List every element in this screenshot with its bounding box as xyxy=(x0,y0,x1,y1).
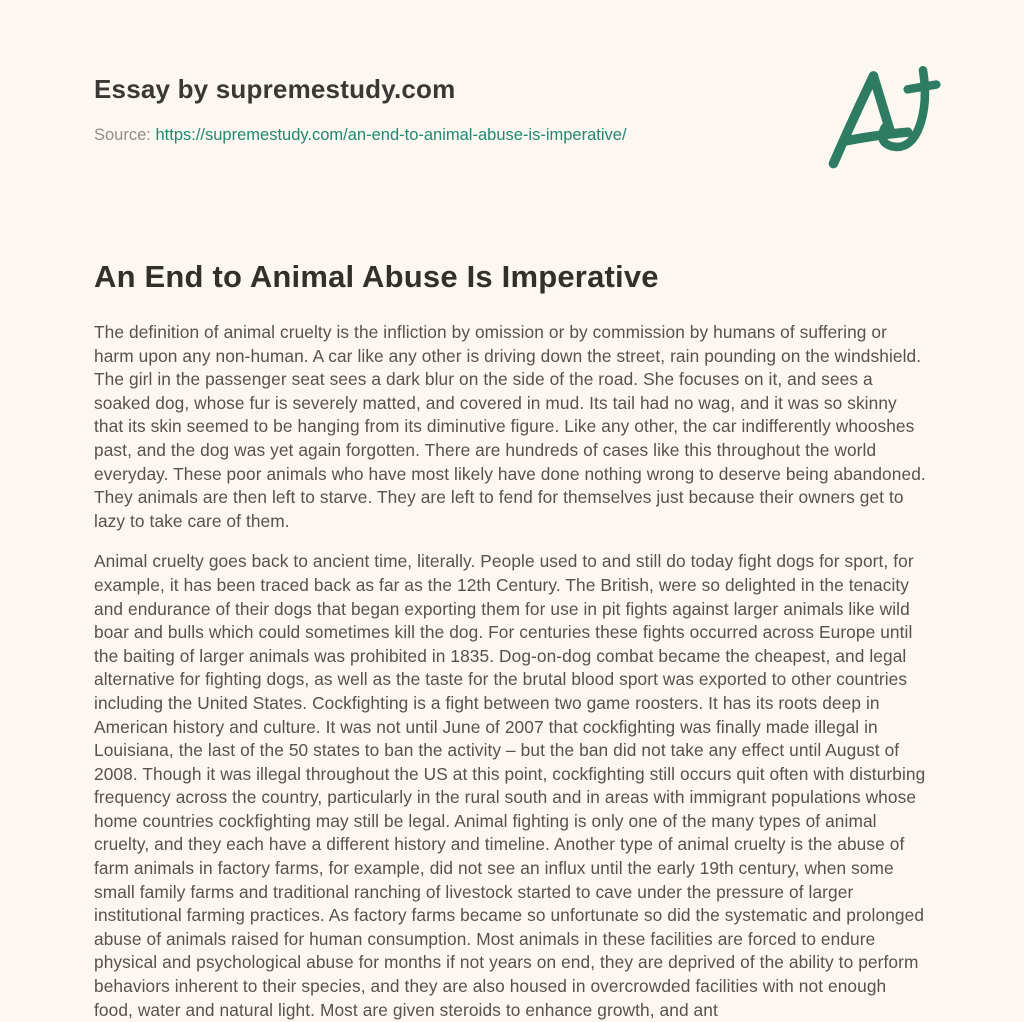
essay-body xyxy=(94,321,930,1022)
source-url-link[interactable]: https://supremestudy.com/an-end-to-animal-abuse-is-imperative/ xyxy=(155,126,627,144)
essay-paragraph-2: Animal cruelty goes back to ancient time, literally. People used to and still do today fight dogs for sport, for example, it has been traced back as far as the 12th Century. The British, were so delighted in the tenacity and endurance of their dogs that began exporting them for use in pit fights against larger animals like wild boar and bulls which could sometimes kill the dog. For centuries these fights occurred across Europe until the baiting of larger animals was prohibited in 1835. Dog-on-dog combat became the cheapest, and legal alternative for fighting dogs, as well as the taste for the brutal blood sport was exported to other countries including the United States. Cockfighting is a fight between two game roosters. It has its roots deep in American history and culture. It was not until June of 2007 that cockfighting was finally made illegal in Louisiana, the last of the 50 states to ban the activity – but the ban did not take any effect until August of 2008. Though it was illegal throughout the US at this point, cockfighting still occurs quit often with disturbing frequency across the country, particularly in the rural south and in areas with immigrant populations whose home countries cockfighting may still be legal. Animal fighting is only one of the many types of animal cruelty, and they each have a different history and timeline. Another type of animal cruelty is the abuse of farm animals in factory farms, for example, did not see an influx until the early 19th century, when some small family farms and traditional ranching of livestock started to cave under the pressure of larger institutional farming practices. As factory farms became so unfortunate so did the systematic and prolonged abuse of animals raised for human consumption. Most animals in these facilities are forced to endure physical and psychological abuse for months if not years on end, they are deprived of the ability to perform behaviors inherent to their species, and they are also housed in overcrowded facilities with not enough food, water and natural light. Most are given steroids to enhance growth, and ant xyxy=(94,551,926,1020)
source-label: Source: xyxy=(94,126,151,144)
source-line xyxy=(94,126,930,145)
essay-title: An End to Animal Abuse Is Imperative xyxy=(94,259,659,294)
a-plus-logo-icon xyxy=(822,62,942,170)
essay-paragraph-1: The definition of animal cruelty is the infliction by omission or by commission by humans of suffering or harm upon any non-human. A car like any other is driving down the street, rain pounding on the windshield. The girl in the passenger seat sees a dark blur on the side of the road. She focuses on it, and sees a soaked dog, whose fur is severely matted, and covered in mud. Its tail had no wag, and it was so skinny that its skin seemed to be hanging from its diminutive figure. Like any other, the car indifferently whooshes past, and the dog was yet again forgotten. There are hundreds of cases like this throughout the world everyday. These poor animals who have most likely have done nothing wrong to deserve being abandoned. They animals are then left to starve. They are left to fend for themselves just because their owners get to lazy to take care of them. xyxy=(94,322,926,531)
site-header-title: Essay by supremestudy.com xyxy=(94,74,456,104)
